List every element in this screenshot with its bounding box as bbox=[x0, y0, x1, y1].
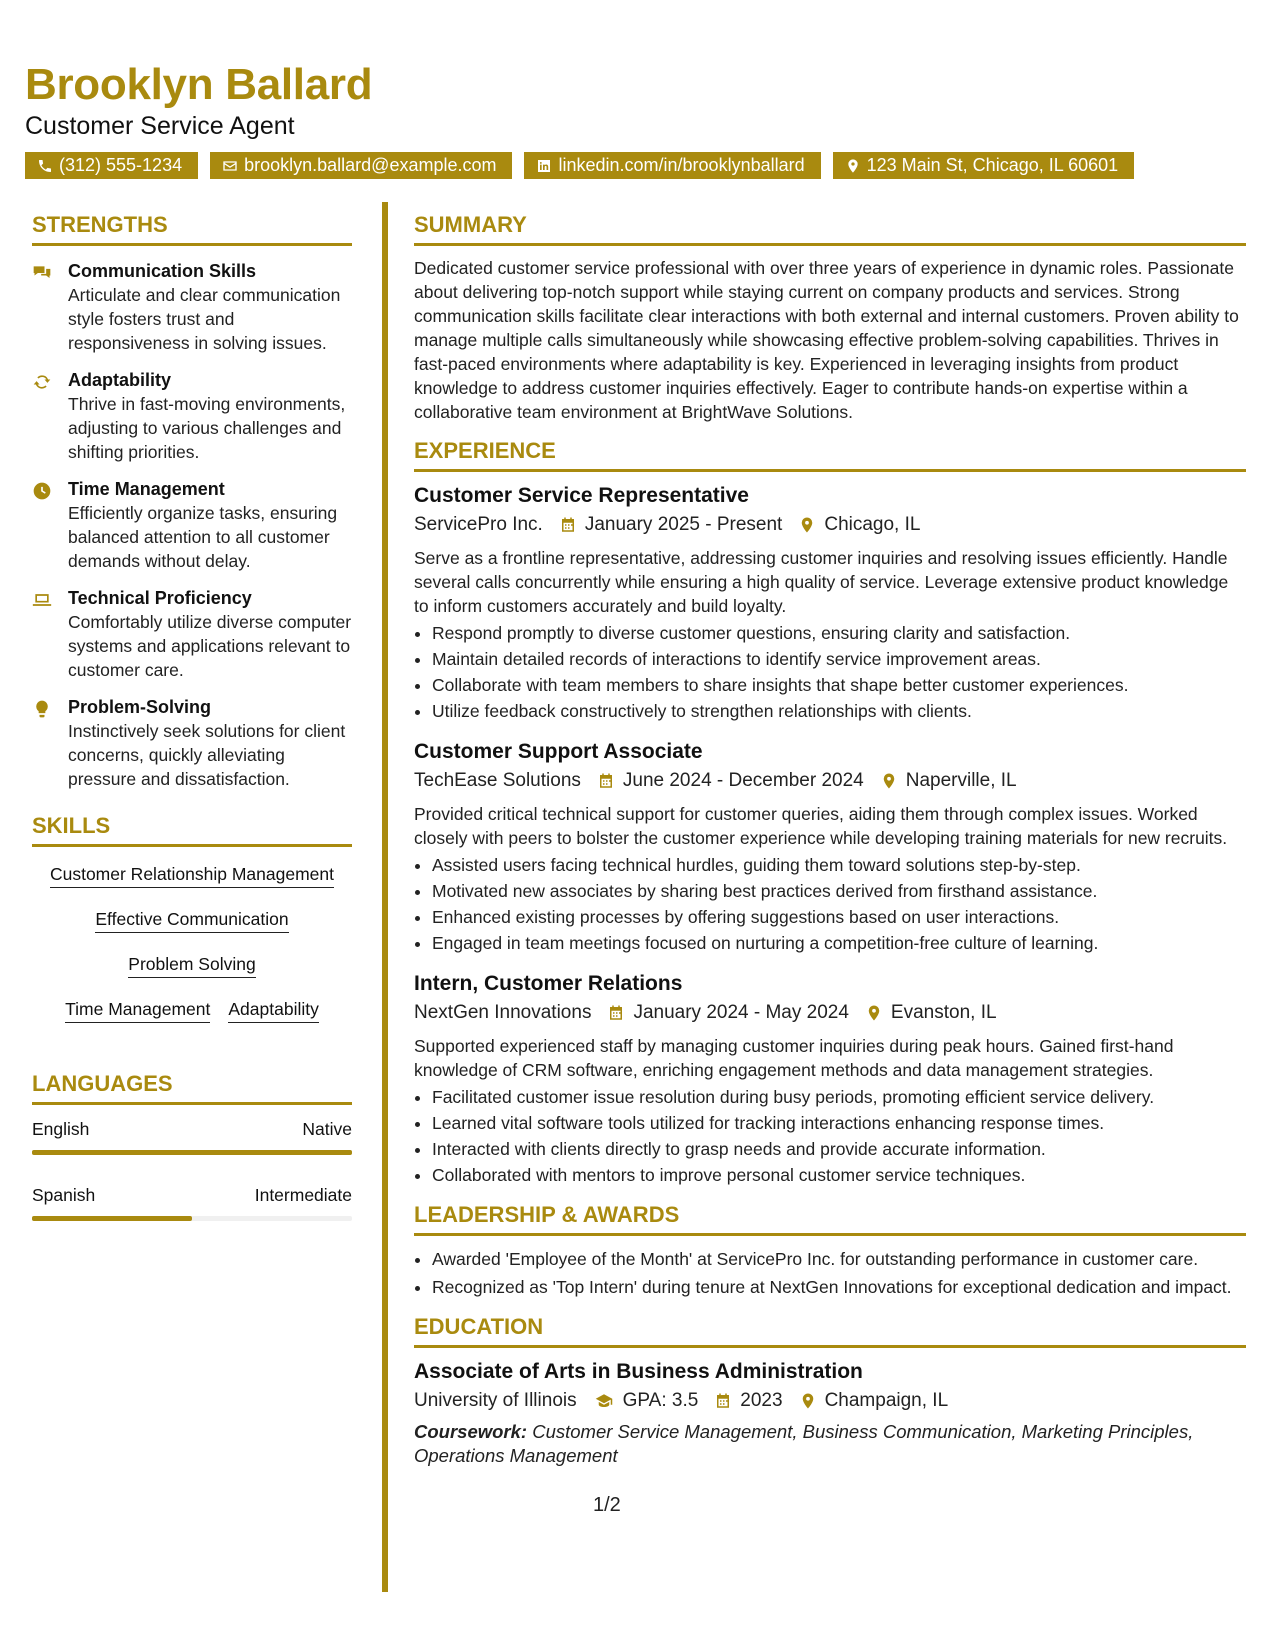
contact-linkedin-text: linkedin.com/in/brooklynballard bbox=[558, 155, 805, 175]
coursework-text: Customer Service Management, Business Communication, Marketing Principles, Operations Management bbox=[414, 1421, 1194, 1466]
job-dates: January 2025 - Present bbox=[584, 514, 783, 535]
contact-phone-text: (312) 555-1234 bbox=[59, 155, 183, 175]
contact-address-text: 123 Main St, Chicago, IL 60601 bbox=[866, 155, 1119, 175]
strength-desc: Articulate and clear communication style fosters trust and responsiveness in solving issues. bbox=[68, 285, 341, 353]
summary-text: Dedicated customer service professional with over three years of experience in dynamic roles. Passionate about delivering top-notch support while staying current on company products and services. Strong communication skills facilitate clear interactions with both external and internal customers. Proven ability to manage multiple calls simultaneously while showcasing effective problem-solving capabilities. Thrives in fast-paced environments where adaptability is key. Experienced in leveraging insights from product knowledge to address customer inquiries effectively. Eager to contribute hands-on expertise within a collaborative team environment at BrightWave Solutions. bbox=[414, 258, 1239, 422]
strength-desc: Comfortably utilize diverse computer systems and applications relevant to customer care. bbox=[68, 612, 352, 680]
language-bar-fill bbox=[32, 1150, 352, 1155]
language-level: Native bbox=[302, 1119, 352, 1139]
job-company: TechEase Solutions bbox=[414, 770, 581, 791]
job-company: ServicePro Inc. bbox=[414, 514, 543, 535]
language-bar-fill bbox=[32, 1216, 192, 1221]
strengths-heading: STRENGTHS bbox=[32, 212, 352, 246]
right-column bbox=[414, 212, 1246, 1468]
list-item: • Respond promptly to diverse customer questions, ensuring clarity and satisfaction. bbox=[432, 620, 1246, 646]
strengths-list bbox=[32, 256, 352, 791]
calendar-icon bbox=[559, 516, 577, 534]
list-item: • Maintain detailed records of interactions to identify service improvement areas. bbox=[432, 646, 1246, 672]
job-company: NextGen Innovations bbox=[414, 1002, 592, 1023]
job-location: Naperville, IL bbox=[905, 770, 1017, 791]
contact-address[interactable] bbox=[833, 152, 1135, 179]
left-column bbox=[32, 212, 352, 1251]
job-description: Supported experienced staff by managing customer inquiries during peak hours. Gained first-hand knowledge of CRM software, enriching engagement methods and data management strategies. bbox=[414, 1036, 1174, 1080]
calendar-icon bbox=[607, 1004, 625, 1022]
job-meta bbox=[414, 510, 1246, 540]
map-marker-icon bbox=[880, 772, 898, 790]
job-meta bbox=[414, 766, 1246, 796]
strength-item bbox=[32, 369, 352, 464]
skill-tag: Problem Solving bbox=[128, 953, 255, 978]
list-item: • Interacted with clients directly to grasp needs and provide accurate information. bbox=[432, 1136, 1246, 1162]
contact-phone[interactable] bbox=[25, 152, 198, 179]
linkedin-icon bbox=[536, 158, 552, 174]
map-marker-icon bbox=[845, 158, 861, 174]
list-item: • Facilitated customer issue resolution during busy periods, promoting efficient service delivery. bbox=[432, 1084, 1246, 1110]
language-name: English bbox=[32, 1119, 90, 1139]
job-description: Serve as a frontline representative, addressing customer inquiries and resolving issues efficiently. Handle several calls concurrently while ensuring a high quality of service. Leverage extensive product knowledge to inform customers accurately and build loyalty. bbox=[414, 548, 1229, 616]
contact-linkedin[interactable] bbox=[524, 152, 820, 179]
job-title: Customer Support Associate bbox=[414, 740, 703, 763]
languages-heading: LANGUAGES bbox=[32, 1071, 352, 1105]
job-bullets bbox=[432, 852, 1246, 956]
list-item: • Motivated new associates by sharing best practices derived from firsthand assistance. bbox=[432, 878, 1246, 904]
awards-list bbox=[432, 1246, 1246, 1300]
experience-heading: EXPERIENCE bbox=[414, 438, 1246, 472]
skills-heading: SKILLS bbox=[32, 813, 352, 847]
job-bullets bbox=[432, 620, 1246, 724]
envelope-icon bbox=[222, 158, 238, 174]
coursework-label: Coursework: bbox=[414, 1421, 528, 1442]
map-marker-icon bbox=[865, 1004, 883, 1022]
list-item: • Assisted users facing technical hurdles, guiding them toward solutions step-by-step. bbox=[432, 852, 1246, 878]
strength-desc: Instinctively seek solutions for client concerns, quickly alleviating pressure and dissatisfaction. bbox=[68, 721, 346, 789]
comments-icon bbox=[32, 263, 52, 283]
contact-email-text: brooklyn.ballard@example.com bbox=[244, 155, 497, 175]
strength-title: Problem-Solving bbox=[68, 697, 212, 717]
calendar-icon bbox=[714, 1392, 732, 1410]
degree-title: Associate of Arts in Business Administration bbox=[414, 1360, 863, 1383]
list-item: • Collaborated with mentors to improve personal customer service techniques. bbox=[432, 1162, 1246, 1188]
job-bullets bbox=[432, 1084, 1246, 1188]
lightbulb-icon bbox=[32, 699, 52, 719]
list-item: • Awarded 'Employee of the Month' at ServicePro Inc. for outstanding performance in customer care. bbox=[432, 1246, 1246, 1272]
strength-desc: Efficiently organize tasks, ensuring balanced attention to all customer demands without delay. bbox=[68, 503, 338, 571]
job-entry bbox=[414, 738, 1246, 956]
list-item: • Utilize feedback constructively to strengthen relationships with clients. bbox=[432, 698, 1246, 724]
strength-item bbox=[32, 478, 352, 573]
school-name: University of Illinois bbox=[414, 1390, 577, 1411]
language-bar bbox=[32, 1150, 352, 1155]
strength-title: Time Management bbox=[68, 479, 225, 499]
coursework bbox=[414, 1420, 1246, 1468]
strength-title: Communication Skills bbox=[68, 261, 257, 281]
graduation-year: 2023 bbox=[740, 1390, 783, 1411]
education-meta bbox=[414, 1386, 1246, 1416]
job-entry bbox=[414, 970, 1246, 1188]
laptop-icon bbox=[32, 590, 52, 610]
education-heading: EDUCATION bbox=[414, 1314, 1246, 1348]
languages-list bbox=[32, 1119, 352, 1221]
list-item: • Collaborate with team members to share insights that shape better customer experiences. bbox=[432, 672, 1246, 698]
skills-list bbox=[32, 859, 352, 1033]
skill-tag: Time Management bbox=[65, 998, 210, 1023]
language-bar bbox=[32, 1216, 352, 1221]
list-item: • Recognized as 'Top Intern' during tenure at NextGen Innovations for exceptional dedication and impact. bbox=[432, 1274, 1246, 1300]
language-row bbox=[32, 1119, 352, 1140]
page-number: 1/2 bbox=[593, 1494, 621, 1516]
job-dates: June 2024 - December 2024 bbox=[622, 770, 864, 791]
job-meta bbox=[414, 998, 1246, 1028]
map-marker-icon bbox=[798, 516, 816, 534]
sync-icon bbox=[32, 372, 52, 392]
language-row bbox=[32, 1185, 352, 1206]
language-name: Spanish bbox=[32, 1185, 96, 1205]
strength-desc: Thrive in fast-moving environments, adjusting to various challenges and shifting priorities. bbox=[68, 394, 346, 462]
job-description: Provided critical technical support for customer queries, aiding them through complex issues. Worked closely with peers to bolster the customer experience while developing training materials for new recruits. bbox=[414, 804, 1228, 848]
strength-item bbox=[32, 260, 352, 355]
strength-title: Adaptability bbox=[68, 370, 172, 390]
strength-title: Technical Proficiency bbox=[68, 588, 252, 608]
job-title: Intern, Customer Relations bbox=[414, 972, 683, 995]
contact-email[interactable] bbox=[210, 152, 512, 179]
language-level: Intermediate bbox=[254, 1185, 352, 1205]
list-item: • Engaged in team meetings focused on nurturing a competition-free culture of learning. bbox=[432, 930, 1246, 956]
job-location: Evanston, IL bbox=[890, 1002, 997, 1023]
column-divider bbox=[382, 202, 388, 1592]
awards-heading: LEADERSHIP & AWARDS bbox=[414, 1202, 1246, 1236]
job-dates: January 2024 - May 2024 bbox=[633, 1002, 849, 1023]
list-item: • Enhanced existing processes by offering suggestions based on user interactions. bbox=[432, 904, 1246, 930]
map-marker-icon bbox=[799, 1392, 817, 1410]
job-title: Customer Service Representative bbox=[414, 484, 749, 507]
contact-bar bbox=[25, 152, 1134, 179]
clock-icon bbox=[32, 481, 52, 501]
list-item: • Learned vital software tools utilized for tracking interactions enhancing response times. bbox=[432, 1110, 1246, 1136]
skill-tag: Adaptability bbox=[228, 998, 318, 1023]
job-entry bbox=[414, 482, 1246, 724]
strength-item bbox=[32, 696, 352, 791]
graduation-cap-icon bbox=[593, 1392, 615, 1410]
phone-icon bbox=[37, 158, 53, 174]
summary-heading: SUMMARY bbox=[414, 212, 1246, 246]
gpa: GPA: 3.5 bbox=[622, 1390, 699, 1411]
skill-tag: Effective Communication bbox=[95, 908, 288, 933]
skill-tag: Customer Relationship Management bbox=[50, 863, 334, 888]
candidate-name: Brooklyn Ballard bbox=[25, 60, 373, 109]
strength-item bbox=[32, 587, 352, 682]
school-location: Champaign, IL bbox=[824, 1390, 949, 1411]
job-location: Chicago, IL bbox=[824, 514, 921, 535]
calendar-icon bbox=[597, 772, 615, 790]
candidate-role: Customer Service Agent bbox=[25, 112, 295, 140]
